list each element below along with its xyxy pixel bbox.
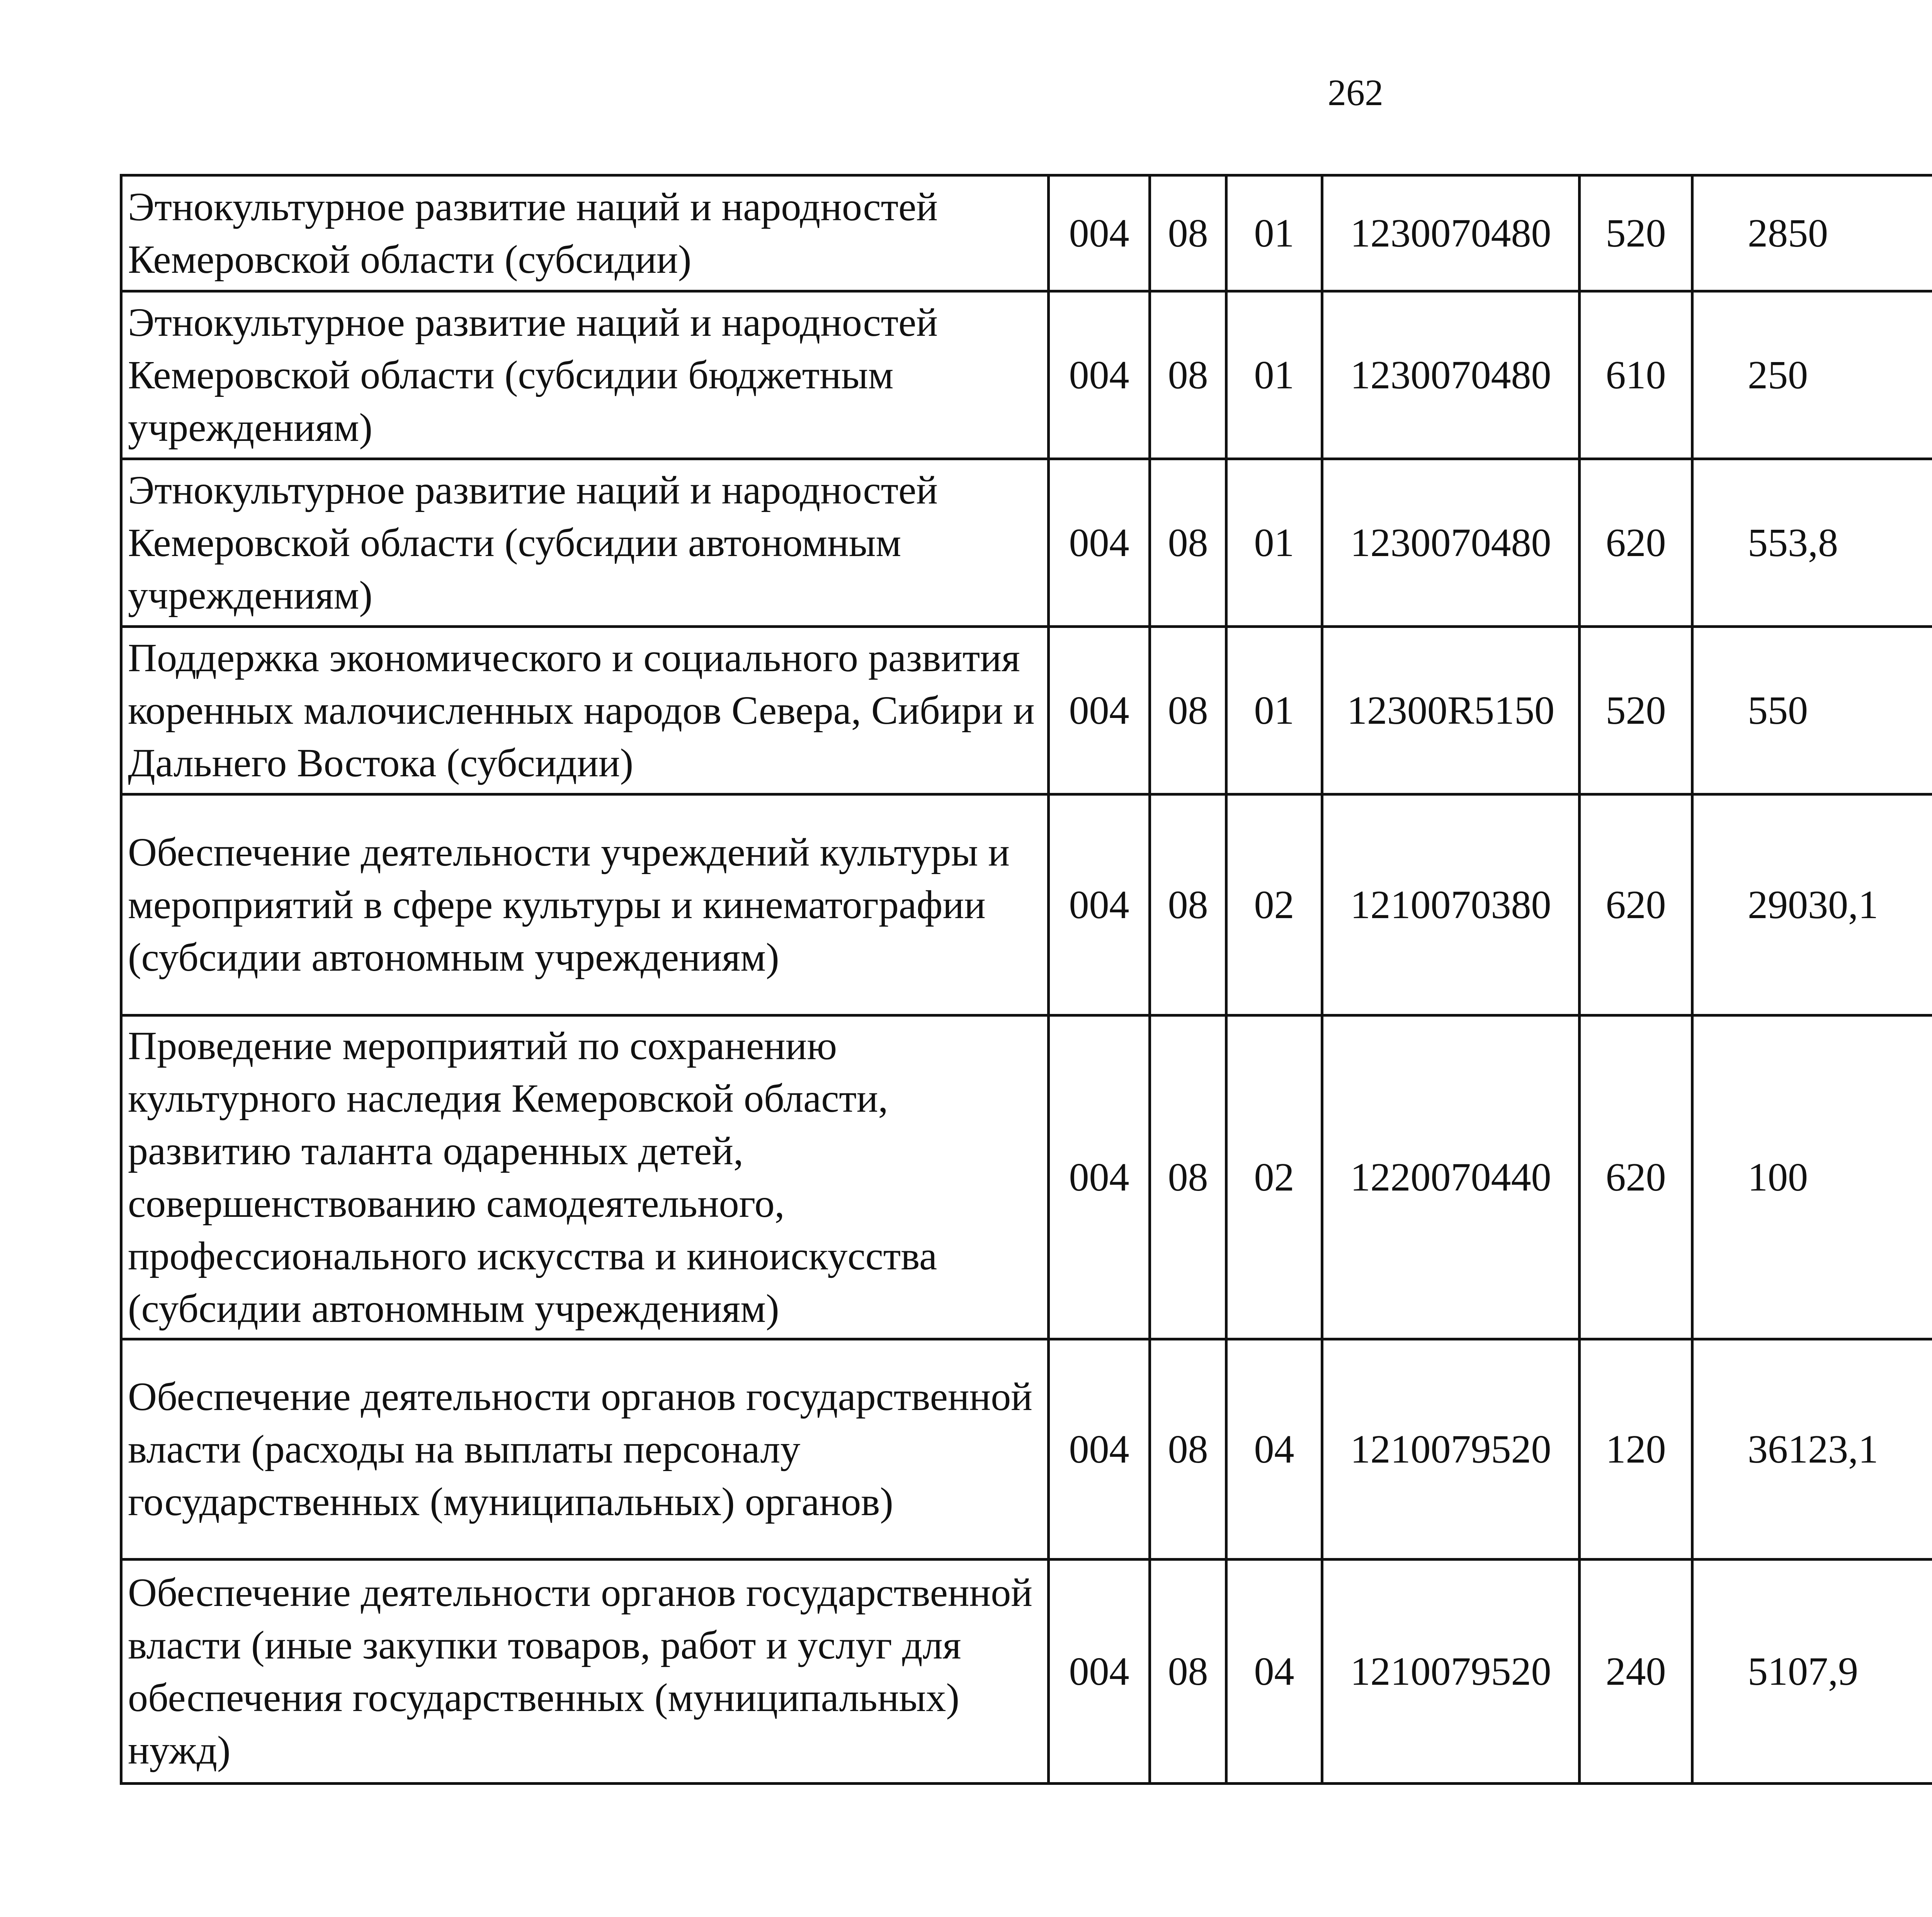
table-row [121, 627, 1932, 794]
row-description: Обеспечение деятельности органов государственной власти (иные закупки товаров, работ и услуг для обеспечения государственных (муниципальных) нужд) [121, 1560, 1049, 1784]
target-article-code: 1230070480 [1322, 291, 1580, 459]
subsection-code: 01 [1226, 291, 1322, 459]
amount-year-1: 250 [1692, 291, 1932, 459]
expense-type-code: 120 [1580, 1339, 1692, 1560]
target-article-code: 1230070480 [1322, 175, 1580, 291]
budget-table [120, 174, 1932, 1785]
amount-year-1: 2850 [1692, 175, 1932, 291]
expense-type-code: 620 [1580, 794, 1692, 1015]
ministry-code: 004 [1049, 627, 1150, 794]
row-description: Поддержка экономического и социального развития коренных малочисленных народов Севера, Сибири и Дальнего Востока (субсидии) [121, 627, 1049, 794]
page-number: 262 [1328, 72, 1383, 113]
section-code: 08 [1150, 1015, 1226, 1339]
subsection-code: 04 [1226, 1560, 1322, 1784]
row-description: Проведение мероприятий по сохранению культурного наследия Кемеровской области, развитию таланта одаренных детей, совершенствованию самодеятельного, профессионального искусства и киноискусства (субсидии автономным учреждениям) [121, 1015, 1049, 1339]
ministry-code: 004 [1049, 459, 1150, 627]
ministry-code: 004 [1049, 1015, 1150, 1339]
table-row [121, 175, 1932, 291]
table-row [121, 1339, 1932, 1560]
row-description: Обеспечение деятельности учреждений культуры и мероприятий в сфере культуры и кинематографии (субсидии автономным учреждениям) [121, 794, 1049, 1015]
ministry-code: 004 [1049, 1560, 1150, 1784]
expense-type-code: 610 [1580, 291, 1692, 459]
section-code: 08 [1150, 291, 1226, 459]
subsection-code: 01 [1226, 459, 1322, 627]
section-code: 08 [1150, 1339, 1226, 1560]
ministry-code: 004 [1049, 175, 1150, 291]
target-article-code: 1210079520 [1322, 1560, 1580, 1784]
target-article-code: 1220070440 [1322, 1015, 1580, 1339]
amount-year-1: 5107,9 [1692, 1560, 1932, 1784]
amount-year-1: 550 [1692, 627, 1932, 794]
target-article-code: 1210070380 [1322, 794, 1580, 1015]
section-code: 08 [1150, 459, 1226, 627]
expense-type-code: 520 [1580, 175, 1692, 291]
table-row [121, 794, 1932, 1015]
table-row [121, 291, 1932, 459]
table-row [121, 1560, 1932, 1784]
expense-type-code: 620 [1580, 459, 1692, 627]
section-code: 08 [1150, 627, 1226, 794]
row-description: Этнокультурное развитие наций и народностей Кемеровской области (субсидии) [121, 175, 1049, 291]
row-description: Обеспечение деятельности органов государственной власти (расходы на выплаты персоналу государственных (муниципальных) органов) [121, 1339, 1049, 1560]
subsection-code: 02 [1226, 1015, 1322, 1339]
section-code: 08 [1150, 1560, 1226, 1784]
subsection-code: 01 [1226, 175, 1322, 291]
subsection-code: 02 [1226, 794, 1322, 1015]
amount-year-1: 100 [1692, 1015, 1932, 1339]
ministry-code: 004 [1049, 794, 1150, 1015]
target-article-code: 1230070480 [1322, 459, 1580, 627]
target-article-code: 1210079520 [1322, 1339, 1580, 1560]
target-article-code: 12300R5150 [1322, 627, 1580, 794]
amount-year-1: 29030,1 [1692, 794, 1932, 1015]
section-code: 08 [1150, 175, 1226, 291]
expense-type-code: 620 [1580, 1015, 1692, 1339]
expense-type-code: 240 [1580, 1560, 1692, 1784]
row-description: Этнокультурное развитие наций и народностей Кемеровской области (субсидии автономным учреждениям) [121, 459, 1049, 627]
table-row [121, 459, 1932, 627]
amount-year-1: 553,8 [1692, 459, 1932, 627]
amount-year-1: 36123,1 [1692, 1339, 1932, 1560]
row-description: Этнокультурное развитие наций и народностей Кемеровской области (субсидии бюджетным учреждениям) [121, 291, 1049, 459]
section-code: 08 [1150, 794, 1226, 1015]
ministry-code: 004 [1049, 291, 1150, 459]
subsection-code: 04 [1226, 1339, 1322, 1560]
ministry-code: 004 [1049, 1339, 1150, 1560]
subsection-code: 01 [1226, 627, 1322, 794]
table-row [121, 1015, 1932, 1339]
expense-type-code: 520 [1580, 627, 1692, 794]
